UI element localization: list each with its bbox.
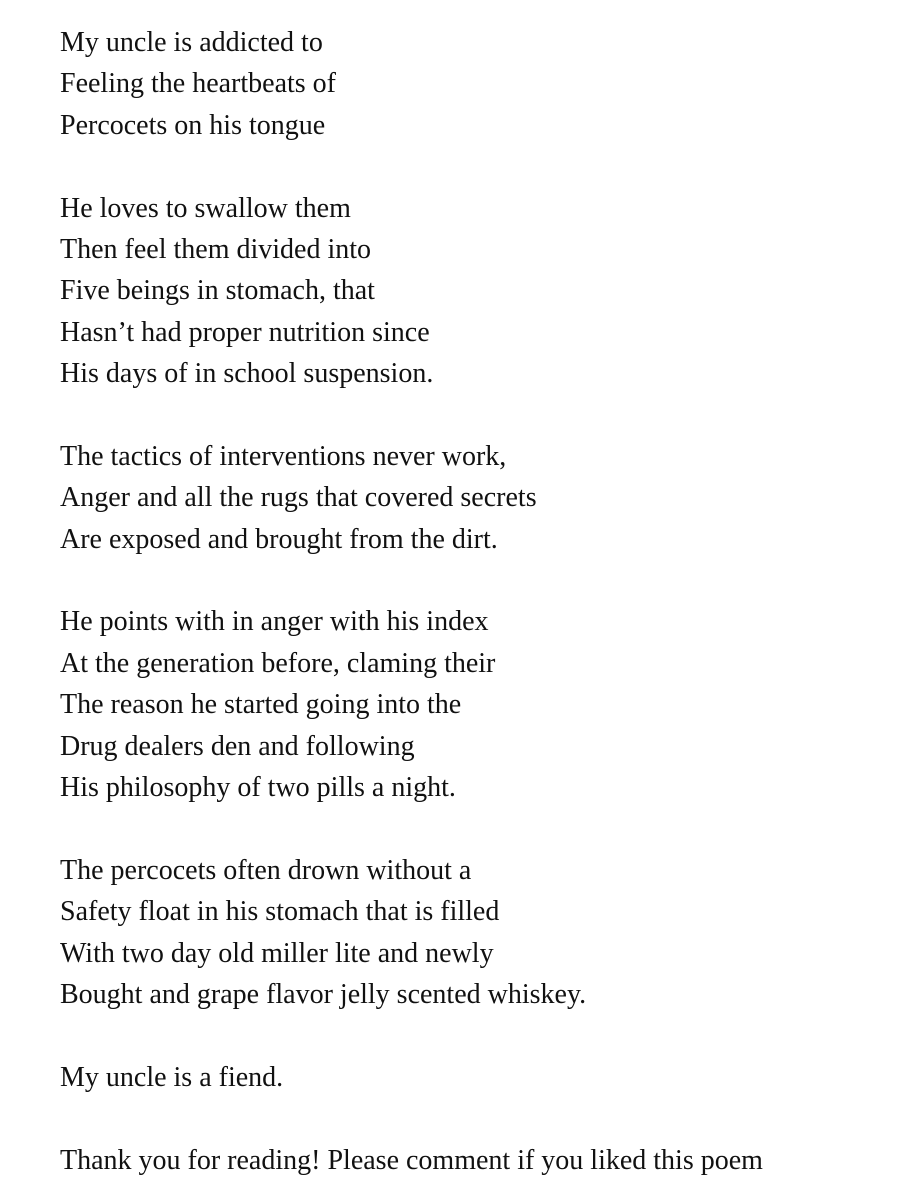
poem-line: His philosophy of two pills a night. [60,772,456,804]
closing-stanza [60,1057,900,1098]
poem-line: Drug dealers den and following [60,730,415,762]
poem-line: He loves to swallow them [60,192,351,224]
poem-line: My uncle is addicted to [60,27,323,58]
poem-line: His days of in school suspension. [60,358,434,390]
poem-line: Five beings in stomach, that [60,275,375,307]
poem-line: Percocets on his tongue [60,109,326,141]
stanza-4 [60,601,900,808]
stanza-5 [60,850,900,1016]
poem-line: Feeling the heartbeats of [60,68,337,100]
poem-line: Safety float in his stomach that is filled [60,896,500,928]
poem-line: With two day old miller lite and newly [60,937,494,969]
stanza-2 [60,188,900,395]
poem-line: Then feel them divided into [60,233,372,265]
poem-line: At the generation before, claming their [60,647,496,679]
poem-line: Bought and grape flavor jelly scented whiskey. [60,978,587,1010]
poem-line: Anger and all the rugs that covered secrets [60,482,537,514]
thanks-note: Thank you for reading! Please comment if you liked this poem [60,1144,763,1176]
poem-line: Are exposed and brought from the dirt. [60,523,498,555]
poem-line: Hasn’t had proper nutrition since [60,316,430,348]
poem-line: He points with in anger with his index [60,606,489,638]
stanza-1 [60,22,900,146]
poem-document [60,22,900,1181]
closing-line: My uncle is a fiend. [60,1061,284,1093]
poem-line: The reason he started going into the [60,689,462,721]
stanza-3 [60,436,900,560]
poem-line: The percocets often drown without a [60,854,472,886]
poem-line: The tactics of interventions never work, [60,440,507,472]
